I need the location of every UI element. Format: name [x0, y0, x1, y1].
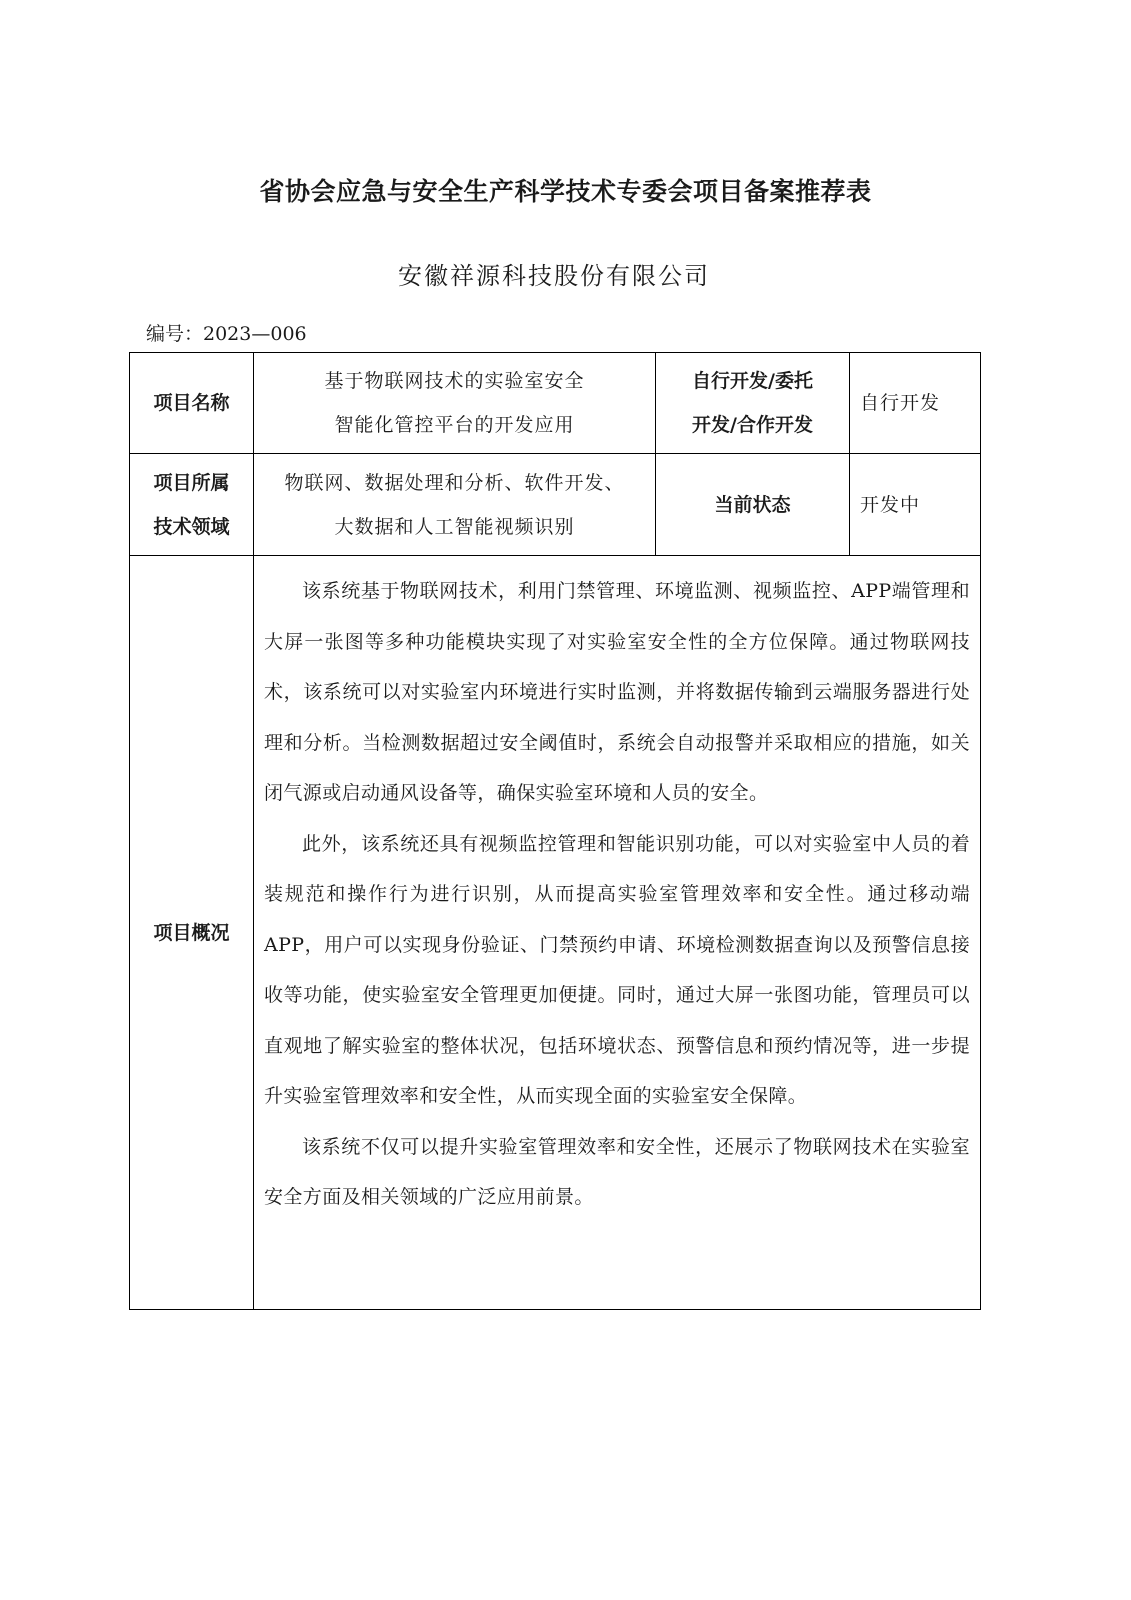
tech-field-value [254, 454, 656, 556]
record-table [129, 352, 981, 1310]
tech-field-line: 大数据和人工智能视频识别 [334, 515, 575, 538]
tech-field-label-line: 项目所属 [153, 471, 230, 494]
dev-mode-label-line: 自行开发/委托 [692, 370, 813, 392]
company-name: 安徽祥源科技股份有限公司 [398, 262, 710, 290]
project-name-value [254, 353, 656, 454]
table-row-tech-field [130, 454, 981, 556]
status-value: 开发中 [850, 454, 981, 556]
summary-paragraph: 此外，该系统还具有视频监控管理和智能识别功能，可以对实验室中人员的着装规范和操作行为进行识别，从而提高实验室管理效率和安全性。通过移动端APP，用户可以实现身份验证、门禁预约申请、环境检测数据查询以及预警信息接收等功能，使实验室安全管理更加便捷。同时，通过大屏一张图功能，管理员可以直观地了解实验室的整体状况，包括环境状态、预警信息和预约情况等，进一步提升实验室管理效率和安全性，从而实现全面的实验室安全保障。 [264, 832, 970, 1107]
summary-paragraph: 该系统不仅可以提升实验室管理效率和安全性，还展示了物联网技术在实验室安全方面及相关领域的广泛应用前景。 [264, 1135, 970, 1208]
project-name-line: 基于物联网技术的实验室安全 [324, 370, 585, 392]
tech-field-line: 物联网、数据处理和分析、软件开发、 [284, 471, 625, 494]
summary-content [254, 556, 981, 1310]
table-row-project-name [130, 353, 981, 454]
table-row-summary [130, 556, 981, 1310]
document-title: 省协会应急与安全生产科学技术专委会项目备案推荐表 [259, 177, 872, 206]
document-number: 编号：2023—006 [146, 323, 307, 345]
dev-mode-label [656, 353, 850, 454]
project-name-line: 智能化管控平台的开发应用 [334, 414, 575, 436]
summary-paragraph: 该系统基于物联网技术，利用门禁管理、环境监测、视频监控、APP端管理和大屏一张图等多种功能模块实现了对实验室安全性的全方位保障。通过物联网技术，该系统可以对实验室内环境进行实时监测，并将数据传输到云端服务器进行处理和分析。当检测数据超过安全阈值时，系统会自动报警并采取相应的措施，如关闭气源或启动通风设备等，确保实验室环境和人员的安全。 [264, 580, 970, 804]
dev-mode-value: 自行开发 [850, 353, 981, 454]
dev-mode-label-line: 开发/合作开发 [692, 414, 813, 436]
tech-field-label [130, 454, 254, 556]
summary-label: 项目概况 [130, 556, 254, 1310]
tech-field-label-line: 技术领域 [153, 515, 230, 538]
project-name-label: 项目名称 [130, 353, 254, 454]
status-label: 当前状态 [656, 454, 850, 556]
